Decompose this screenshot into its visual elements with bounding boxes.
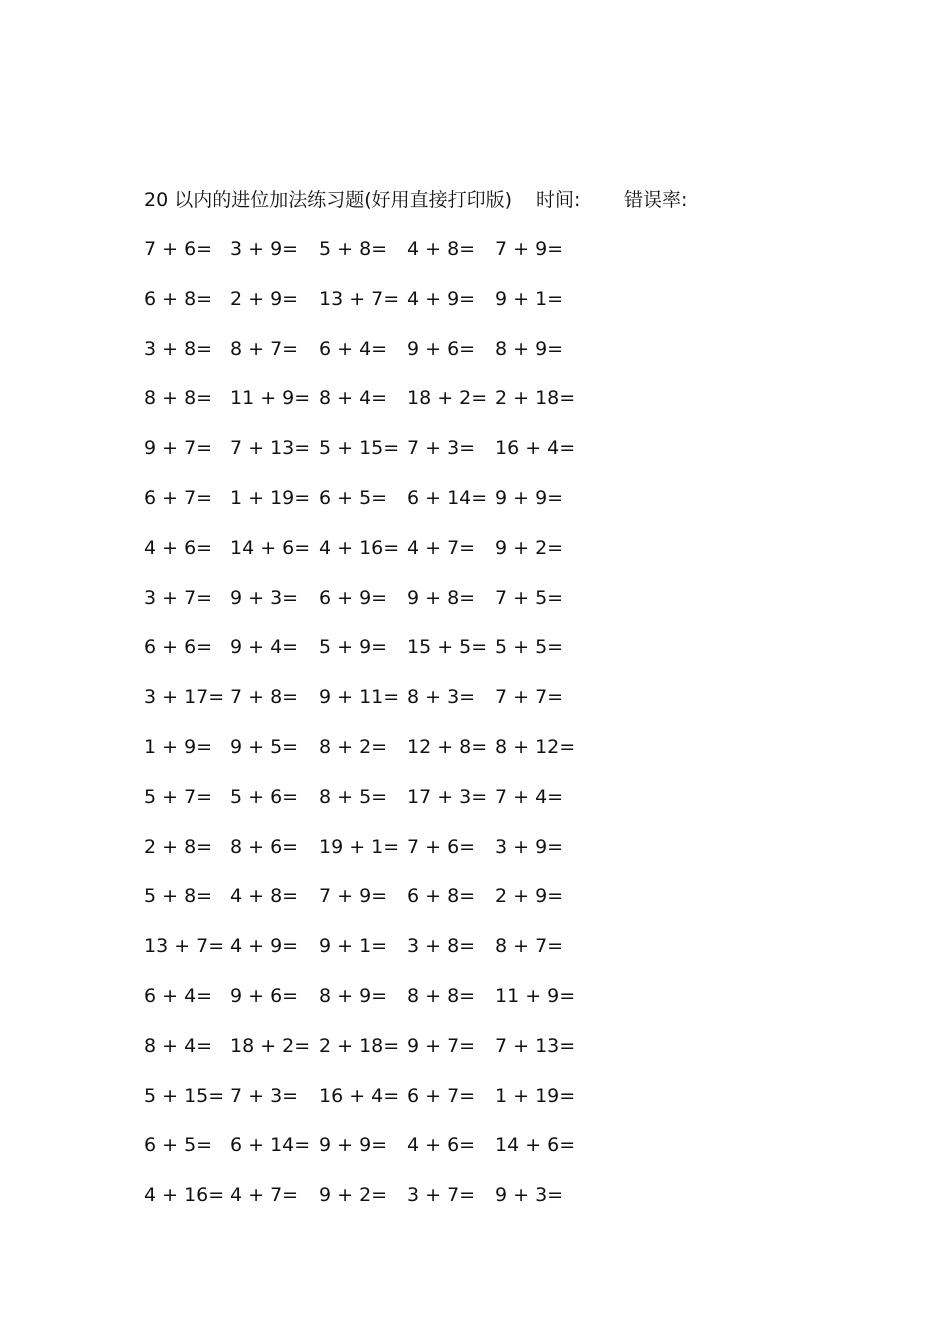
addition-problem: 7 + 5= <box>495 586 564 609</box>
addition-problem: 8 + 9= <box>319 985 388 1007</box>
addition-problem: 7 + 4= <box>495 785 564 808</box>
addition-problem: 6 + 8= <box>407 885 476 908</box>
addition-problem: 7 + 6= <box>407 835 476 858</box>
addition-problem: 7 + 8= <box>230 686 299 709</box>
addition-problem: 19 + 1= <box>319 835 400 858</box>
addition-problem: 5 + 6= <box>230 785 299 808</box>
addition-problem: 4 + 6= <box>144 536 213 559</box>
addition-problem: 4 + 16= <box>319 536 400 559</box>
addition-problem: 6 + 6= <box>144 636 213 659</box>
addition-problem: 5 + 8= <box>144 885 213 908</box>
addition-problem: 16 + 4= <box>319 1084 400 1107</box>
addition-problem: 13 + 7= <box>144 935 225 958</box>
addition-problem: 5 + 15= <box>144 1084 225 1107</box>
addition-problem: 4 + 8= <box>407 238 476 260</box>
addition-problem: 4 + 8= <box>230 885 299 908</box>
addition-problem: 8 + 4= <box>319 387 388 410</box>
addition-problem: 1 + 19= <box>230 487 311 509</box>
addition-problem: 7 + 13= <box>230 437 311 460</box>
addition-problem: 1 + 9= <box>144 736 213 758</box>
addition-problem: 9 + 1= <box>495 287 564 310</box>
addition-problem: 8 + 5= <box>319 785 388 808</box>
addition-problem: 8 + 12= <box>495 736 576 758</box>
addition-problem: 7 + 7= <box>495 686 564 709</box>
addition-problem: 9 + 7= <box>407 1034 476 1057</box>
addition-problem: 4 + 9= <box>407 287 476 310</box>
addition-problem: 9 + 6= <box>407 337 476 360</box>
addition-problem: 4 + 7= <box>407 536 476 559</box>
addition-problem: 6 + 4= <box>319 337 388 360</box>
addition-problem: 13 + 7= <box>319 287 400 310</box>
addition-problem: 9 + 2= <box>495 536 564 559</box>
addition-problem: 9 + 9= <box>495 487 564 509</box>
addition-problem: 6 + 5= <box>144 1134 213 1157</box>
addition-problem: 14 + 6= <box>230 536 311 559</box>
addition-problem: 9 + 2= <box>319 1184 388 1207</box>
addition-problem: 12 + 8= <box>407 736 488 758</box>
addition-problem: 6 + 7= <box>144 487 213 509</box>
addition-problem: 15 + 5= <box>407 636 488 659</box>
addition-problem: 7 + 9= <box>495 238 564 260</box>
addition-problem: 6 + 5= <box>319 487 388 509</box>
addition-problem: 2 + 9= <box>230 287 299 310</box>
addition-problem: 5 + 5= <box>495 636 564 659</box>
addition-problem: 7 + 13= <box>495 1034 576 1057</box>
addition-problem: 2 + 18= <box>319 1034 400 1057</box>
addition-problem: 9 + 4= <box>230 636 299 659</box>
worksheet-title: 20 以内的进位加法练习题(好用直接打印版) <box>144 189 513 211</box>
addition-problem: 3 + 8= <box>144 337 213 360</box>
addition-problem: 3 + 9= <box>230 238 299 260</box>
addition-problem: 8 + 7= <box>230 337 299 360</box>
addition-problem: 6 + 14= <box>407 487 488 509</box>
addition-problem: 3 + 17= <box>144 686 225 709</box>
addition-problem: 5 + 9= <box>319 636 388 659</box>
addition-problem: 7 + 9= <box>319 885 388 908</box>
addition-problem: 18 + 2= <box>407 387 488 410</box>
addition-problem: 6 + 8= <box>144 287 213 310</box>
addition-problem: 5 + 15= <box>319 437 400 460</box>
addition-problem: 16 + 4= <box>495 437 576 460</box>
addition-problem: 9 + 5= <box>230 736 299 758</box>
addition-problem: 3 + 9= <box>495 835 564 858</box>
addition-problem: 9 + 1= <box>319 935 388 958</box>
addition-problem: 2 + 18= <box>495 387 576 410</box>
addition-problem: 8 + 6= <box>230 835 299 858</box>
addition-problem: 14 + 6= <box>495 1134 576 1157</box>
addition-problem: 6 + 14= <box>230 1134 311 1157</box>
addition-problem: 6 + 9= <box>319 586 388 609</box>
addition-problem: 2 + 9= <box>495 885 564 908</box>
addition-problem: 18 + 2= <box>230 1034 311 1057</box>
addition-problem: 9 + 9= <box>319 1134 388 1157</box>
addition-problem: 9 + 3= <box>495 1184 564 1207</box>
addition-problem: 8 + 9= <box>495 337 564 360</box>
addition-problem: 9 + 3= <box>230 586 299 609</box>
addition-problem: 17 + 3= <box>407 785 488 808</box>
addition-problem: 4 + 6= <box>407 1134 476 1157</box>
addition-problem: 4 + 16= <box>144 1184 225 1207</box>
addition-problem: 11 + 9= <box>230 387 311 410</box>
addition-problem: 8 + 2= <box>319 736 388 758</box>
addition-problem: 8 + 8= <box>407 985 476 1007</box>
addition-problem: 9 + 6= <box>230 985 299 1007</box>
addition-problem: 7 + 3= <box>407 437 476 460</box>
addition-problem: 3 + 7= <box>144 586 213 609</box>
addition-problem: 8 + 8= <box>144 387 213 410</box>
error-rate-label: 错误率: <box>624 189 688 211</box>
addition-problem: 1 + 19= <box>495 1084 576 1107</box>
addition-problem: 8 + 7= <box>495 935 564 958</box>
addition-problem: 9 + 11= <box>319 686 400 709</box>
addition-problem: 8 + 4= <box>144 1034 213 1057</box>
addition-problem: 6 + 4= <box>144 985 213 1007</box>
addition-problem: 9 + 7= <box>144 437 213 460</box>
addition-problem: 4 + 7= <box>230 1184 299 1207</box>
addition-problem: 7 + 6= <box>144 238 213 260</box>
addition-problem: 5 + 7= <box>144 785 213 808</box>
addition-problem: 7 + 3= <box>230 1084 299 1107</box>
time-label: 时间: <box>536 189 581 211</box>
addition-problem: 9 + 8= <box>407 586 476 609</box>
addition-problem: 2 + 8= <box>144 835 213 858</box>
addition-problem: 6 + 7= <box>407 1084 476 1107</box>
addition-problem: 11 + 9= <box>495 985 576 1007</box>
addition-problem: 5 + 8= <box>319 238 388 260</box>
addition-problem: 3 + 8= <box>407 935 476 958</box>
addition-problem: 3 + 7= <box>407 1184 476 1207</box>
addition-problem: 4 + 9= <box>230 935 299 958</box>
addition-problem: 8 + 3= <box>407 686 476 709</box>
